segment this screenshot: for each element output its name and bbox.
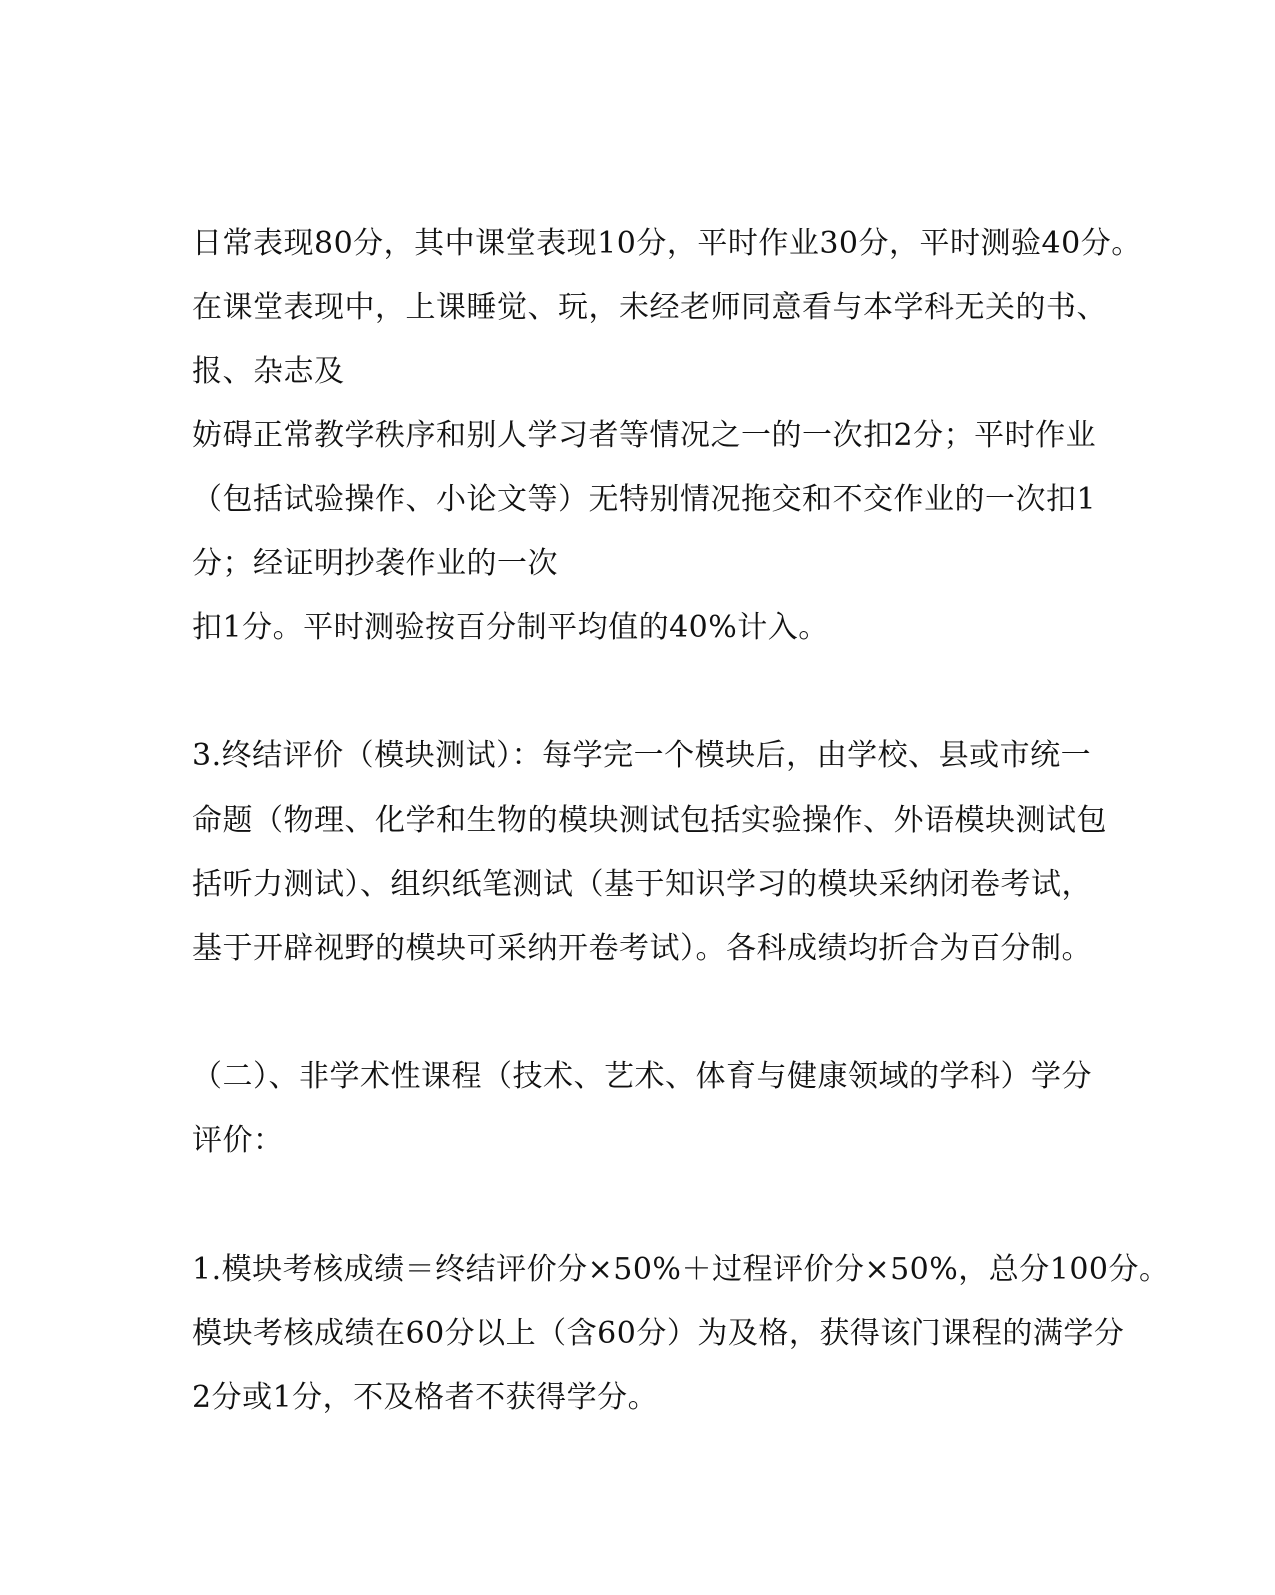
paragraph-1-line-7: 扣1分。平时测验按百分制平均值的40%计入。 xyxy=(192,610,829,645)
paragraph-4-line-1: 1.模块考核成绩＝终结评价分×50%＋过程评价分×50%，总分100分。 xyxy=(192,1252,1170,1287)
paragraph-1-line-6: 分；经证明抄袭作业的一次 xyxy=(192,546,558,581)
paragraph-1-line-3: 报、杂志及 xyxy=(192,354,345,389)
paragraph-4-line-2: 模块考核成绩在60分以上（含60分）为及格，获得该门课程的满学分 xyxy=(192,1316,1125,1351)
paragraph-2-line-1: 3.终结评价（模块测试）：每学完一个模块后，由学校、县或市统一 xyxy=(192,738,1092,773)
paragraph-1-line-5: （包括试验操作、小论文等）无特别情况拖交和不交作业的一次扣1 xyxy=(192,482,1097,517)
paragraph-1-line-4: 妨碍正常教学秩序和别人学习者等情况之一的一次扣2分；平时作业 xyxy=(192,418,1097,453)
paragraph-2-line-3: 括听力测试）、组织纸笔测试（基于知识学习的模块采纳闭卷考试， xyxy=(192,867,1092,902)
paragraph-4-line-3: 2分或1分，不及格者不获得学分。 xyxy=(192,1380,659,1415)
paragraph-2-line-4: 基于开辟视野的模块可采纳开卷考试）。各科成绩均折合为百分制。 xyxy=(192,931,1092,966)
paragraph-1-line-2: 在课堂表现中，上课睡觉、玩，未经老师同意看与本学科无关的书、 xyxy=(192,290,1107,325)
paragraph-1-line-1: 日常表现80分，其中课堂表现10分，平时作业30分，平时测验40分。 xyxy=(192,226,1142,261)
paragraph-3-line-2: 评价： xyxy=(192,1123,284,1158)
paragraph-3-line-1: （二）、非学术性课程（技术、艺术、体育与健康领域的学科）学分 xyxy=(192,1059,1092,1094)
paragraph-2-line-2: 命题（物理、化学和生物的模块测试包括实验操作、外语模块测试包 xyxy=(192,803,1107,838)
